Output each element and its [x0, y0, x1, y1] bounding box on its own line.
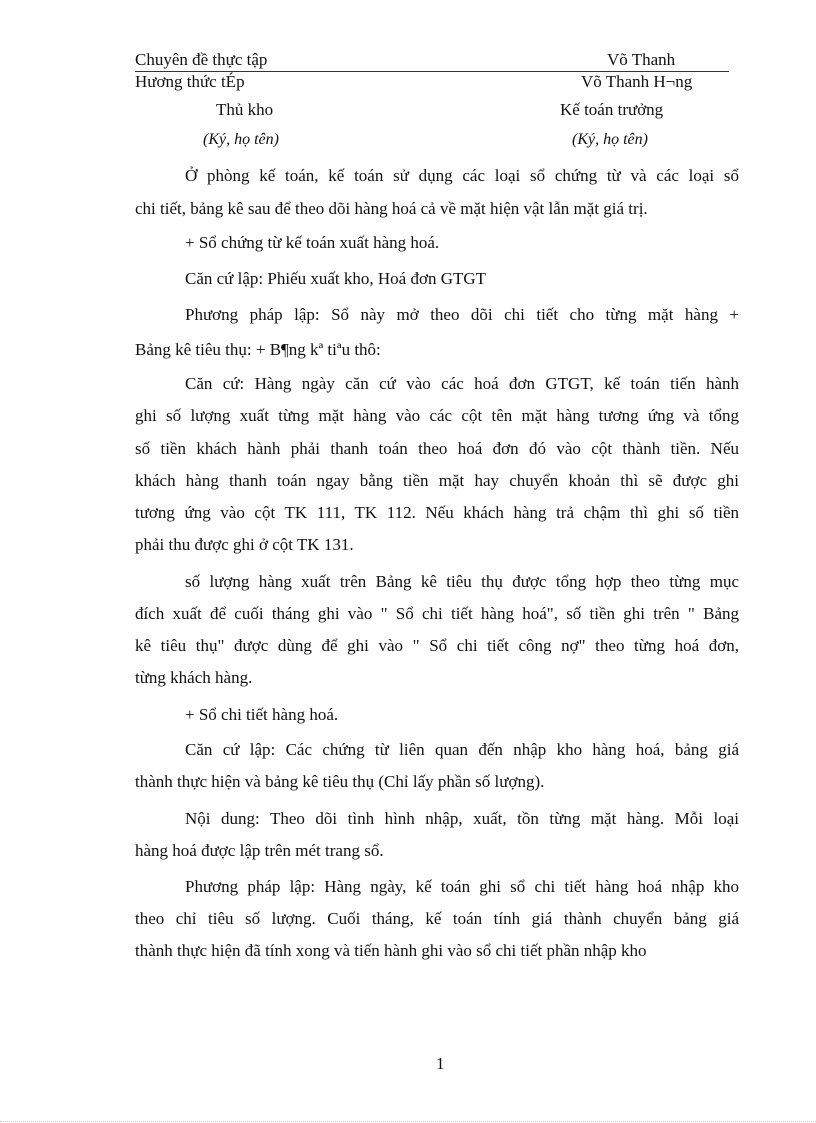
body-line: Căn cứ lập: Các chứng từ liên quan đến nhập kho hàng hoá, bảng giá: [185, 740, 739, 759]
header-left-overlap: Hương thức tÉp: [135, 72, 245, 91]
body-line: Phương pháp lập: Hàng ngày, kế toán ghi sổ chi tiết hàng hoá nhập kho: [185, 877, 739, 896]
body-line: thành thực hiện và bảng kê tiêu thụ (Chỉ lấy phần số lượng).: [135, 772, 545, 791]
body-line: số tiền khách hành phải thanh toán theo hoá đơn đó vào cột thành tiền. Nếu: [135, 439, 739, 458]
header-right-overlap: Võ Thanh H¬ng: [581, 72, 693, 91]
body-line: số lượng hàng xuất trên Bảng kê tiêu thụ được tổng hợp theo từng mục: [185, 572, 739, 591]
body-line: + Sổ chứng từ kế toán xuất hàng hoá.: [185, 233, 440, 252]
body-line: đích xuất để cuối tháng ghi vào " Sổ chi tiết hàng hoá", số tiền ghi trên " Bảng: [135, 604, 739, 623]
body-line: hàng hoá được lập trên mét trang sổ.: [135, 841, 384, 860]
body-line: theo chỉ tiêu số lượng. Cuối tháng, kế toán tính giá thành chuyển bảng giá: [135, 909, 739, 928]
signature-right-subtitle: (Ký, họ tên): [572, 131, 648, 148]
body-line: Nội dung: Theo dõi tình hình nhập, xuất, tồn từng mặt hàng. Mỗi loại: [185, 809, 739, 828]
body-line: kê tiêu thụ" được dùng để ghi vào " Sổ chi tiết công nợ" theo từng hoá đơn,: [135, 636, 739, 655]
body-line: tương ứng vào cột TK 111, TK 112. Nếu khách hàng trả chậm thì ghi số tiền: [135, 503, 739, 522]
body-line: + Sổ chi tiết hàng hoá.: [185, 705, 339, 724]
body-line: Bảng kê tiêu thụ: + B¶ng kª tiªu thô:: [135, 340, 381, 359]
signature-right-title: Kế toán trưởng: [560, 100, 664, 119]
page-number: 1: [436, 1054, 445, 1073]
signature-left-title: Thủ kho: [216, 100, 274, 119]
body-line: Phương pháp lập: Sổ này mở theo dõi chi tiết cho từng mặt hàng +: [185, 305, 739, 324]
body-line: chi tiết, bảng kê sau để theo dõi hàng hoá cả về mặt hiện vật lẫn mặt giá trị.: [135, 199, 648, 218]
body-line: ghi số lượng xuất từng mặt hàng vào các cột tên mặt hàng tương ứng và tổng: [135, 406, 739, 425]
header-left: Chuyên đề thực tập: [135, 50, 268, 69]
header-right: Võ Thanh: [607, 50, 676, 69]
body-line: khách hàng thanh toán ngay bằng tiền mặt hay chuyển khoản thì sẽ được ghi: [135, 471, 739, 490]
page-bottom-border: [0, 1121, 816, 1122]
signature-left-subtitle: (Ký, họ tên): [203, 131, 279, 148]
body-line: Căn cứ lập: Phiếu xuất kho, Hoá đơn GTGT: [185, 269, 487, 288]
body-line: Ở phòng kế toán, kế toán sử dụng các loại sổ chứng từ và các loại sổ: [185, 166, 739, 185]
body-line: thành thực hiện đã tính xong và tiến hành ghi vào sổ chi tiết phần nhập kho: [135, 941, 647, 960]
body-line: phải thu được ghi ở cột TK 131.: [135, 535, 354, 554]
body-line: Căn cứ: Hàng ngày căn cứ vào các hoá đơn GTGT, kế toán tiến hành: [185, 374, 739, 393]
body-line: từng khách hàng.: [135, 668, 253, 687]
